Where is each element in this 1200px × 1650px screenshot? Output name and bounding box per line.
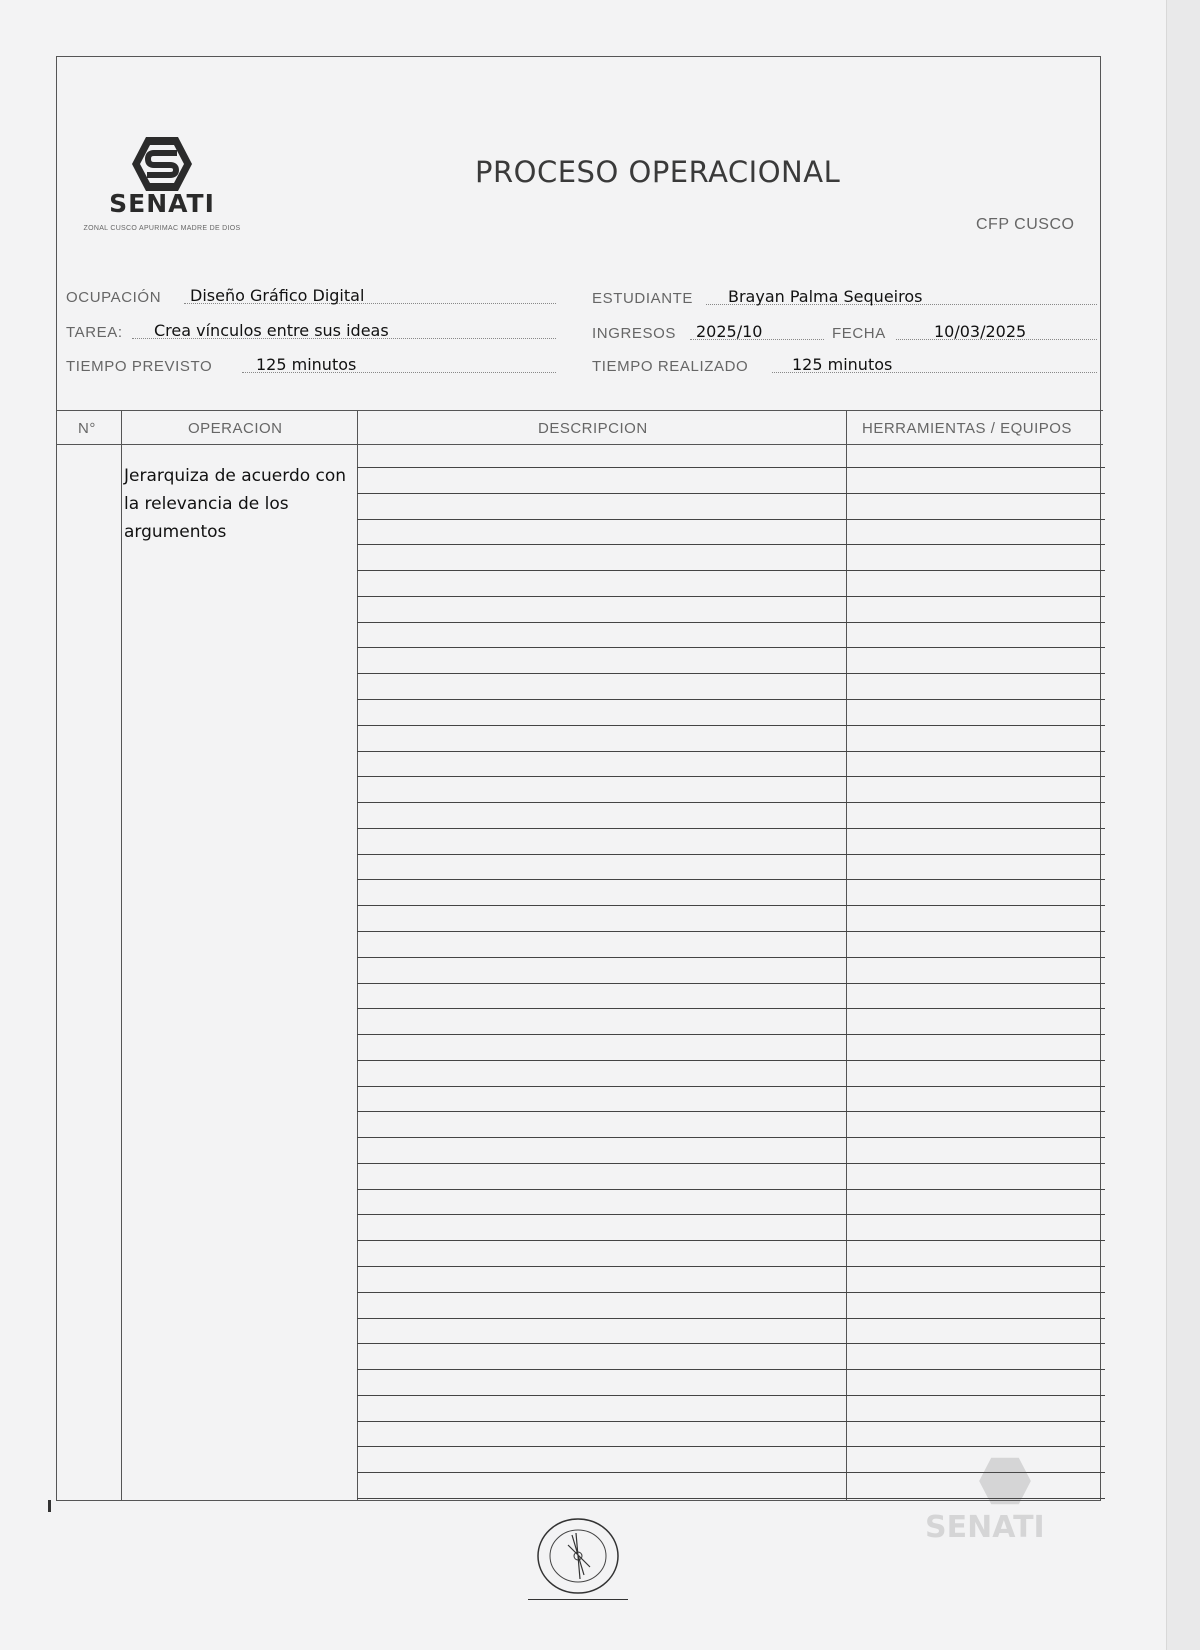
ruled-line: [357, 622, 1105, 623]
ruled-line: [357, 725, 1105, 726]
field-label: TIEMPO PREVISTO: [66, 358, 213, 375]
ruled-line: [357, 1240, 1105, 1241]
ruled-line: [357, 673, 1105, 674]
senati-logo-icon: [130, 135, 194, 193]
ruled-line: [357, 1369, 1105, 1370]
ruled-line: [357, 1189, 1105, 1190]
ruled-line: [357, 1214, 1105, 1215]
field-tiempo-previsto: [66, 352, 556, 378]
field-value[interactable]: Crea vínculos entre sus ideas: [154, 321, 389, 340]
page-edge: [1166, 0, 1200, 1650]
field-label: ESTUDIANTE: [592, 290, 694, 307]
logo-wordmark: SENATI: [109, 189, 215, 218]
signature-line: [528, 1599, 628, 1600]
ruled-line: [357, 1446, 1105, 1447]
field-fecha: [832, 319, 1097, 345]
ruled-line: [357, 1034, 1105, 1035]
ruled-line: [357, 854, 1105, 855]
column-divider: [846, 410, 847, 1500]
field-value[interactable]: 125 minutos: [792, 355, 893, 374]
table-header-border: [57, 444, 1103, 445]
margin-mark: [48, 1500, 51, 1512]
ruled-line: [357, 1086, 1105, 1087]
ruled-line: [357, 957, 1105, 958]
ruled-line: [357, 1318, 1105, 1319]
ruled-line: [357, 1163, 1105, 1164]
ruled-line: [357, 544, 1105, 545]
ruled-line: [357, 905, 1105, 906]
ruled-line: [357, 802, 1105, 803]
field-ocupacion: [66, 283, 556, 309]
field-label: TIEMPO REALIZADO: [592, 358, 749, 375]
field-label: OCUPACIÓN: [66, 289, 162, 306]
senati-logo: [62, 135, 262, 233]
ruled-line: [357, 879, 1105, 880]
ruled-line: [357, 828, 1105, 829]
ruled-line: [357, 467, 1105, 468]
ruled-line: [357, 776, 1105, 777]
ruled-line: [357, 519, 1105, 520]
ruled-line: [357, 699, 1105, 700]
ruled-line: [357, 1060, 1105, 1061]
faint-senati-watermark: SENATI: [905, 1452, 1085, 1562]
field-value[interactable]: Brayan Palma Sequeiros: [728, 287, 923, 306]
column-header-description: DESCRIPCION: [538, 420, 648, 437]
field-value[interactable]: 125 minutos: [256, 355, 357, 374]
ruled-line: [357, 1421, 1105, 1422]
column-header-tools: HERRAMIENTAS / EQUIPOS: [862, 420, 1072, 437]
ruled-line: [357, 1137, 1105, 1138]
field-label: TAREA:: [66, 324, 123, 341]
ruled-line: [357, 1008, 1105, 1009]
ruled-line: [357, 1111, 1105, 1112]
column-divider: [357, 410, 358, 1500]
field-label: FECHA: [832, 325, 886, 342]
ruled-line: [357, 1266, 1105, 1267]
ruled-line: [357, 1292, 1105, 1293]
official-stamp-icon: [532, 1515, 624, 1597]
field-value[interactable]: Diseño Gráfico Digital: [190, 286, 365, 305]
logo-subtitle: ZONAL CUSCO APURIMAC MADRE DE DIOS: [83, 225, 241, 232]
ruled-line: [357, 493, 1105, 494]
column-header-operation: OPERACION: [188, 420, 283, 437]
ruled-line: [357, 931, 1105, 932]
field-value[interactable]: 2025/10: [696, 322, 763, 341]
column-header-number: N°: [78, 420, 96, 437]
column-divider: [121, 410, 122, 1500]
field-estudiante: [592, 284, 1097, 310]
table-top-border: [57, 410, 1103, 411]
operation-cell[interactable]: Jerarquiza de acuerdo con la relevancia de los argumentos: [124, 466, 347, 542]
ruled-line: [357, 647, 1105, 648]
center-name: CFP CUSCO: [976, 216, 1075, 233]
form-frame: [56, 56, 1101, 1501]
ruled-line: [357, 983, 1105, 984]
ruled-line: [357, 596, 1105, 597]
field-value[interactable]: 10/03/2025: [934, 322, 1027, 341]
ruled-line: [357, 1395, 1105, 1396]
field-tiempo-realizado: [592, 352, 1097, 378]
ruled-line: [357, 751, 1105, 752]
ruled-line: [357, 1343, 1105, 1344]
field-tarea: [66, 318, 556, 344]
field-label: INGRESOS: [592, 325, 676, 342]
page-title: PROCESO OPERACIONAL: [475, 155, 841, 189]
ruled-line: [357, 570, 1105, 571]
